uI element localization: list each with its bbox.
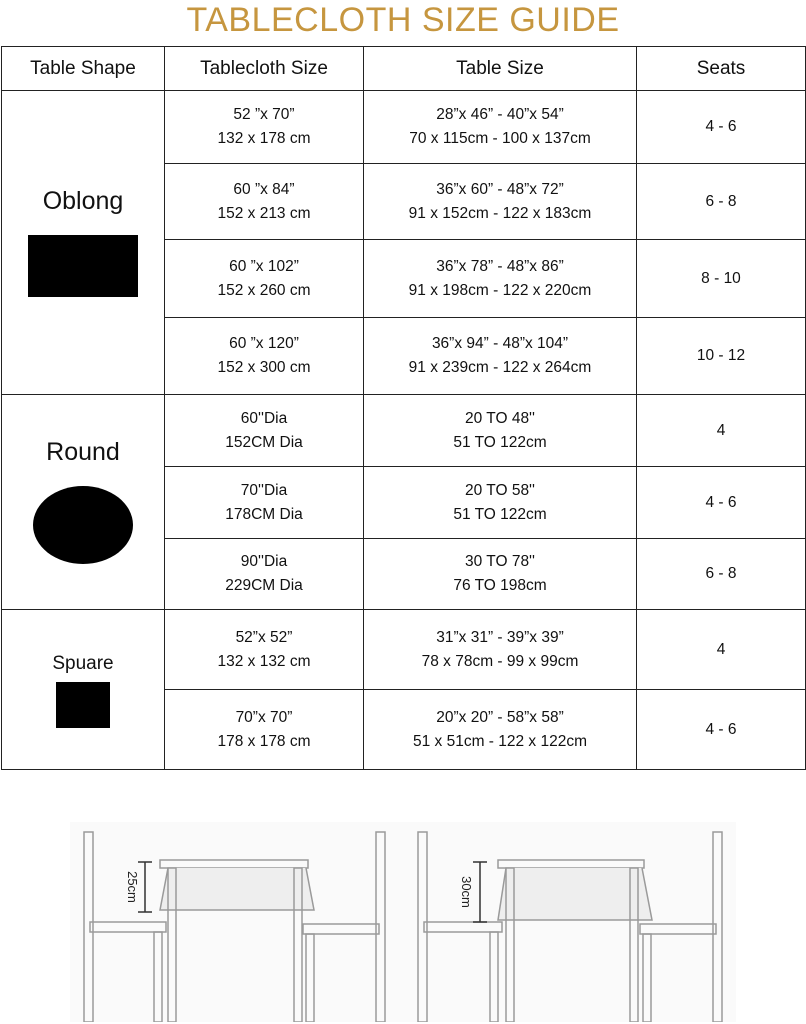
left-drop-label: 25cm (125, 871, 140, 903)
seats-cell (637, 240, 806, 318)
table-size-cell (364, 467, 637, 539)
table-size-cell-table-in: 36”x 78” - 48”x 86” (436, 257, 564, 275)
seats-cell (637, 539, 806, 610)
seats-cell-seats: 6 - 8 (705, 565, 737, 582)
tablecloth-size-cell-cloth-cm: 152 x 260 cm (217, 281, 311, 299)
table-size-cell-table-cm: 78 x 78cm - 99 x 99cm (421, 652, 579, 670)
seats-cell (637, 318, 806, 395)
seats-cell-seats: 4 (716, 640, 726, 658)
circle-shape-icon (33, 486, 133, 564)
table-size-cell-table-cm: 51 TO 122cm (453, 433, 547, 451)
tablecloth-size-cell-cloth-in: 60 ”x 84” (233, 180, 295, 198)
header-seats: Seats (637, 47, 806, 91)
table-size-cell (364, 690, 637, 770)
seats-cell (637, 164, 806, 240)
table-drop-diagram (70, 822, 736, 1022)
tablecloth-size-cell-cloth-cm: 178CM Dia (225, 505, 303, 523)
tablecloth-size-cell (165, 91, 364, 164)
right-drop-label: 30cm (459, 876, 474, 908)
tablecloth-size-cell (165, 240, 364, 318)
seats-cell-seats: 4 - 6 (705, 720, 737, 738)
tablecloth-size-cell-cloth-in: 90''Dia (240, 553, 288, 570)
table-row (2, 610, 806, 690)
table-size-cell (364, 539, 637, 610)
table-size-cell (364, 610, 637, 690)
tablecloth-size-cell-cloth-cm: 152 x 213 cm (217, 204, 311, 222)
tablecloth-size-cell-cloth-cm: 152 x 300 cm (217, 359, 311, 376)
table-size-cell-table-in: 31”x 31” - 39”x 39” (436, 628, 564, 646)
tablecloth-size-cell-cloth-in: 70”x 70” (235, 708, 293, 726)
tablecloth-size-cell (165, 467, 364, 539)
table-size-cell-table-cm: 51 x 51cm - 122 x 122cm (412, 732, 588, 750)
seats-cell-seats: 4 - 6 (705, 118, 737, 135)
tablecloth-size-cell-cloth-cm: 152CM Dia (225, 433, 303, 451)
table-size-cell-table-in: 30 TO 78'' (465, 553, 535, 570)
tablecloth-size-cell (165, 539, 364, 610)
seats-cell (637, 395, 806, 467)
table-size-cell-table-cm: 91 x 239cm - 122 x 264cm (408, 359, 592, 376)
seats-cell-seats: 4 - 6 (705, 493, 737, 511)
header-row (2, 47, 806, 91)
shape-cell-circle-shape (2, 395, 165, 610)
page-title: TABLECLOTH SIZE GUIDE (186, 1, 620, 39)
table-size-cell-table-in: 28”x 46” - 40”x 54” (436, 106, 564, 123)
table-size-cell-table-cm: 91 x 152cm - 122 x 183cm (408, 204, 592, 222)
seats-cell-seats: 8 - 10 (701, 269, 741, 287)
tablecloth-size-cell-cloth-cm: 132 x 132 cm (217, 652, 311, 670)
header-table-size: Table Size (364, 47, 637, 91)
table-size-cell (364, 318, 637, 395)
shape-cell-rectangle-shape (2, 91, 165, 395)
seats-cell (637, 610, 806, 690)
tablecloth-size-cell (165, 164, 364, 240)
tablecloth-size-cell-cloth-cm: 178 x 178 cm (217, 732, 311, 750)
tablecloth-size-cell-cloth-in: 60''Dia (240, 409, 288, 427)
table-size-cell (364, 395, 637, 467)
square-shape-icon (56, 682, 110, 728)
tablecloth-size-cell-cloth-cm: 132 x 178 cm (217, 130, 311, 147)
tablecloth-size-cell (165, 690, 364, 770)
seats-cell-seats: 6 - 8 (705, 192, 737, 210)
size-guide-table (1, 46, 806, 770)
tablecloth-size-cell-cloth-in: 52 ”x 70” (233, 106, 295, 123)
seats-cell (637, 690, 806, 770)
table-size-cell-table-in: 20 TO 58'' (465, 481, 535, 499)
seats-cell-seats: 4 (716, 421, 726, 439)
rectangle-shape-icon (28, 235, 138, 297)
left-tablecloth-drop (160, 868, 314, 910)
shape-name: Round (46, 438, 120, 466)
header-table-shape: Table Shape (2, 47, 165, 91)
shape-cell-square-shape (2, 610, 165, 770)
tablecloth-size-cell (165, 395, 364, 467)
table-size-cell-table-in: 20 TO 48'' (465, 409, 535, 427)
table-size-cell-table-cm: 51 TO 122cm (453, 505, 547, 523)
tablecloth-size-cell (165, 610, 364, 690)
table-size-cell-table-cm: 91 x 198cm - 122 x 220cm (408, 281, 592, 299)
tablecloth-size-cell-cloth-in: 60 ”x 102” (229, 257, 299, 275)
table-size-cell-table-in: 36”x 60” - 48”x 72” (436, 180, 564, 198)
seats-cell (637, 91, 806, 164)
tablecloth-size-cell (165, 318, 364, 395)
diagram-background (70, 822, 736, 1022)
seats-cell (637, 467, 806, 539)
table-size-cell (364, 240, 637, 318)
shape-name: Spuare (52, 652, 114, 674)
table-size-cell-table-in: 20”x 20” - 58”x 58” (436, 708, 564, 726)
tablecloth-size-cell-cloth-in: 60 ”x 120” (229, 335, 299, 352)
tablecloth-size-cell-cloth-in: 70''Dia (240, 481, 288, 499)
table-size-cell-table-in: 36”x 94” - 48”x 104” (431, 335, 569, 352)
shape-name: Oblong (42, 186, 124, 215)
right-tablecloth-drop (498, 868, 652, 920)
tablecloth-size-cell-cloth-cm: 229CM Dia (225, 577, 303, 594)
header-tablecloth-size: Tablecloth Size (165, 47, 364, 91)
table-size-cell (364, 164, 637, 240)
size-guide-body (2, 91, 806, 770)
table-size-cell-table-cm: 76 TO 198cm (453, 577, 547, 594)
table-row (2, 91, 806, 164)
table-size-cell-table-cm: 70 x 115cm - 100 x 137cm (409, 130, 591, 147)
table-size-cell (364, 91, 637, 164)
table-row (2, 395, 806, 467)
tablecloth-size-cell-cloth-in: 52”x 52” (235, 628, 293, 646)
seats-cell-seats: 10 - 12 (696, 347, 746, 364)
